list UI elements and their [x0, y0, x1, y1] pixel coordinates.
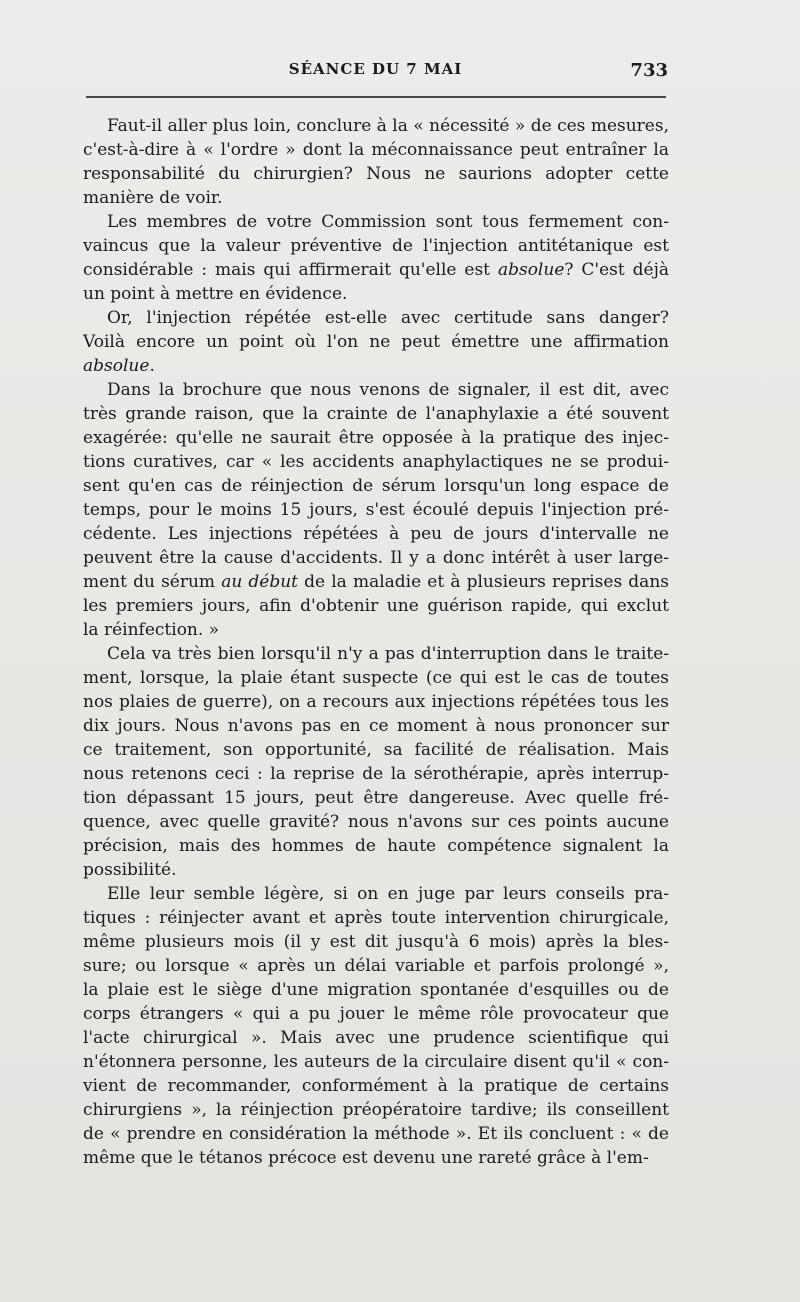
header-rule: [86, 96, 666, 98]
text-line: même plusieurs mois (il y est dit jusqu'à 6 mois) après la bles-: [83, 932, 669, 952]
text-line: tions curatives, car « les accidents anaphylactiques ne se produi-: [83, 452, 669, 472]
text-line: un point à mettre en évidence.: [83, 284, 348, 304]
paragraph: [83, 642, 669, 882]
running-head: SÉANCE DU 7 MAI: [288, 60, 463, 78]
text-line: dix jours. Nous n'avons pas en ce moment à nous prononcer sur: [83, 716, 669, 736]
text-line: temps, pour le moins 15 jours, s'est écoulé depuis l'injection pré-: [83, 500, 669, 520]
text-line: cédente. Les injections répétées à peu de jours d'intervalle ne: [83, 524, 669, 544]
text-line: considérable : mais qui affirmerait qu'elle est absolue? C'est déjà: [83, 260, 670, 280]
text-line: tiques : réinjecter avant et après toute intervention chirurgicale,: [83, 908, 669, 928]
text-line: corps étrangers « qui a pu jouer le même rôle provocateur que: [83, 1004, 669, 1024]
paragraph: [83, 306, 669, 378]
text-line: Les membres de votre Commission sont tous fermement con-: [107, 212, 669, 232]
body-text: [83, 114, 669, 1170]
text-line: c'est-à-dire à « l'ordre » dont la méconnaissance peut entraîner la: [83, 140, 669, 160]
text-line: nous retenons ceci : la reprise de la sérothérapie, après interrup-: [83, 764, 669, 784]
text-line: tion dépassant 15 jours, peut être dangereuse. Avec quelle fré-: [83, 788, 669, 808]
text-line: l'acte chirurgical ». Mais avec une prudence scientifique qui: [83, 1028, 669, 1048]
text-line: ment du sérum au début de la maladie et à plusieurs reprises dans: [83, 572, 669, 592]
page-number: 733: [630, 60, 668, 81]
text-line: nos plaies de guerre), on a recours aux injections répétées tous les: [83, 692, 669, 712]
text-line: Voilà encore un point où l'on ne peut émettre une affirmation: [83, 332, 669, 352]
text-line: responsabilité du chirurgien? Nous ne saurions adopter cette: [83, 164, 669, 184]
text-line: vient de recommander, conformément à la pratique de certains: [83, 1076, 669, 1096]
text-line: Or, l'injection répétée est-elle avec certitude sans danger?: [107, 308, 669, 328]
text-line: n'étonnera personne, les auteurs de la circulaire disent qu'il « con-: [83, 1052, 669, 1072]
text-line: Dans la brochure que nous venons de signaler, il est dit, avec: [107, 380, 669, 400]
text-line: peuvent être la cause d'accidents. Il y a donc intérêt à user large-: [83, 548, 669, 568]
text-line: la réinfection. »: [83, 620, 220, 640]
text-line: Elle leur semble légère, si on en juge par leurs conseils pra-: [107, 884, 669, 904]
text-line: possibilité.: [83, 860, 177, 880]
text-line: chirurgiens », la réinjection préopératoire tardive; ils conseillent: [83, 1100, 669, 1120]
text-line: vaincus que la valeur préventive de l'injection antitétanique est: [83, 236, 669, 256]
text-line: ce traitement, son opportunité, sa facilité de réalisation. Mais: [83, 740, 669, 760]
text-line: très grande raison, que la crainte de l'anaphylaxie a été souvent: [83, 404, 669, 424]
paragraph: [83, 378, 669, 642]
text-line: même que le tétanos précoce est devenu une rareté grâce à l'em-: [83, 1148, 649, 1168]
text-line: sent qu'en cas de réinjection de sérum lorsqu'un long espace de: [83, 476, 669, 496]
text-line: Cela va très bien lorsqu'il n'y a pas d'interruption dans le traite-: [107, 644, 669, 664]
text-line: Faut-il aller plus loin, conclure à la « nécessité » de ces mesures,: [107, 116, 669, 136]
text-line: la plaie est le siège d'une migration spontanée d'esquilles ou de: [83, 980, 669, 1000]
text-line: ment, lorsque, la plaie étant suspecte (ce qui est le cas de toutes: [83, 668, 669, 688]
page-header: [83, 60, 668, 86]
text-line: exagérée: qu'elle ne saurait être opposée à la pratique des injec-: [83, 428, 669, 448]
text-line: sure; ou lorsque « après un délai variable et parfois prolongé »,: [83, 956, 669, 976]
text-line: quence, avec quelle gravité? nous n'avons sur ces points aucune: [83, 812, 669, 832]
text-line: absolue.: [83, 356, 155, 376]
paragraph: [83, 882, 669, 1170]
text-line: manière de voir.: [83, 188, 223, 208]
paragraph: [83, 114, 669, 210]
text-line: les premiers jours, afin d'obtenir une guérison rapide, qui exclut: [83, 596, 669, 616]
paragraph: [83, 210, 669, 306]
text-line: de « prendre en considération la méthode ». Et ils concluent : « de: [83, 1124, 669, 1144]
text-line: précision, mais des hommes de haute compétence signalent la: [83, 836, 669, 856]
